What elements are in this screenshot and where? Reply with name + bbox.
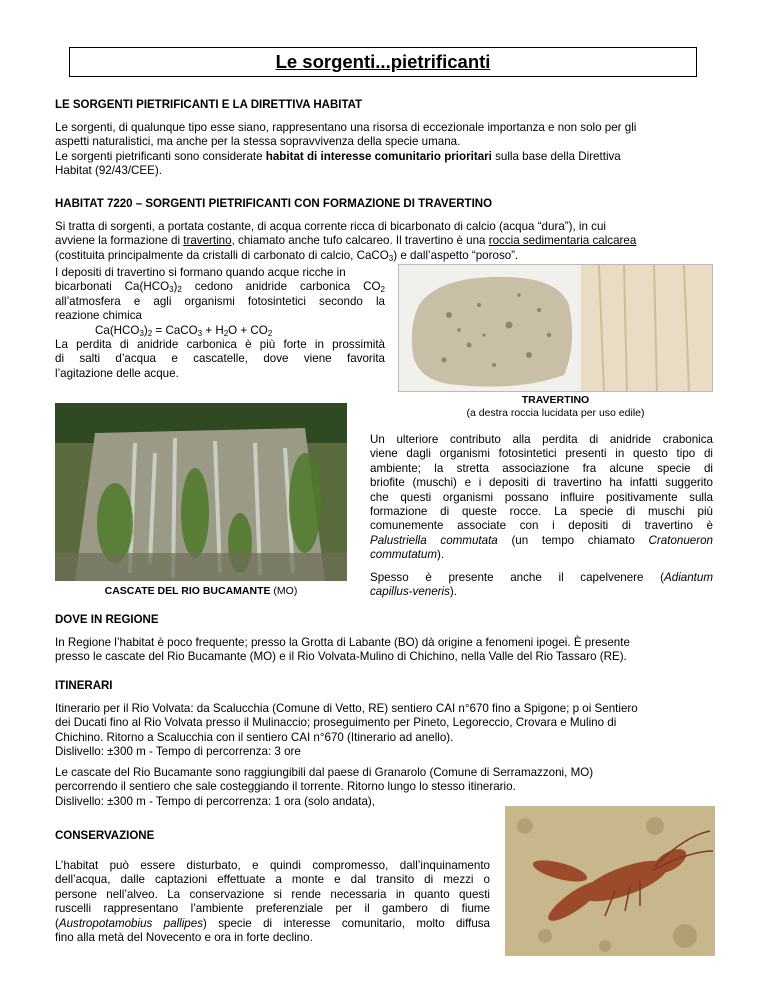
text-run: = CaCO <box>152 323 198 337</box>
text-run: + H <box>202 323 224 337</box>
caption-subtitle: (a destra roccia lucidata per uso edile) <box>466 407 645 419</box>
adiantum-text <box>370 571 713 600</box>
subscript: 2 <box>177 285 182 295</box>
text-run: ) <box>173 280 178 294</box>
text-run: avviene la formazione di <box>55 234 184 248</box>
species-name: Austropotamobius pallipes <box>58 916 203 930</box>
text-run: ) <box>143 323 148 337</box>
text-line: In Regione l’habitat è poco frequente; presso la Grotta di Labante (BO) dà origine a fenomeni ipogei. È presente <box>55 636 630 649</box>
caption-title: TRAVERTINO <box>521 394 590 406</box>
text-line: l’agitazione delle acque. <box>55 366 179 380</box>
subscript: 2 <box>223 328 229 338</box>
text-bold: habitat di interesse comunitario prioritari <box>265 149 492 163</box>
section-text-conservazione <box>55 859 490 945</box>
text-run: Le sorgenti pietrificanti sono considerate <box>55 149 266 163</box>
text-run: Ca(HCO <box>95 323 140 337</box>
text-line <box>55 917 490 931</box>
subscript: 2 <box>267 328 273 338</box>
text-line <box>370 534 713 548</box>
text-line: percorrendo il sentiero che sale costeggiando il torrente. Ritorno lungo lo stesso itinerario. <box>55 780 516 794</box>
text-line: viene dagli organismi fotosintetici presenti in questo tipo di <box>370 447 713 461</box>
text-line: formazione di queste rocce. La specie di muschi più <box>370 505 713 519</box>
section-text-habitat-intro <box>55 220 715 263</box>
text-line: che questi organismi possano influire positivamente sulla <box>370 490 713 504</box>
text-line: I depositi di travertino si formano quando acque ricche in <box>55 266 346 279</box>
moss-text <box>370 433 713 563</box>
section-heading-direttiva: LE SORGENTI PIETRIFICANTI E LA DIRETTIVA HABITAT <box>55 99 363 111</box>
text-line: L’habitat può essere disturbato, e quindi compromesso, dall’inquinamento <box>55 859 490 872</box>
text-line: ambiente; la stretta associazione fra alcune specie di <box>370 461 713 475</box>
text-run: sulla base della Direttiva <box>491 149 621 163</box>
text-run: ). <box>449 585 457 599</box>
section-text-bucamante <box>55 766 735 809</box>
section-heading-conservazione: CONSERVAZIONE <box>55 830 155 842</box>
text-line: briofite (muschi) e i depositi di travertino ha infatti suggerito <box>370 476 713 490</box>
text-line <box>370 585 713 599</box>
section-heading-habitat-7220: HABITAT 7220 – SORGENTI PIETRIFICANTI CON FORMAZIONE DI TRAVERTINO <box>55 198 493 210</box>
deposit-text <box>55 266 385 381</box>
species-name: commutatum <box>370 548 438 562</box>
section-text-itinerari <box>55 702 735 760</box>
text-run: ( <box>55 916 59 930</box>
link-travertino: travertino <box>183 234 232 248</box>
text-run: bicarbonati Ca(HCO <box>55 280 170 294</box>
travertino-photo <box>398 264 713 392</box>
subscript: 3 <box>388 253 394 263</box>
text-line: Si tratta di sorgenti, a portata costante, di acqua corrente ricca di bicarbonato di calcio (acqua “dura”), in cui <box>55 220 606 233</box>
cascate-photo <box>55 403 347 581</box>
text-line: La perdita di anidride carbonica è più forte in prossimità <box>55 338 385 352</box>
text-line: ruscelli rappresentano l’ambiente preferenziale per il gambero di fiume <box>55 902 490 916</box>
text-line: fino alla metà del Novecento e ora in forte declino. <box>55 931 313 945</box>
gambero-image <box>505 806 715 956</box>
species-name: Adiantum <box>664 571 713 584</box>
gambero-photo <box>505 806 715 956</box>
page-title: Le sorgenti...pietrificanti <box>275 51 491 72</box>
travertino-caption <box>398 394 713 420</box>
text-line <box>55 234 715 248</box>
species-name: Palustriella commutata <box>370 533 498 547</box>
text-run: ) e dall’aspetto “poroso”. <box>393 248 519 262</box>
text-line: dei Ducati fino al Rio Volvata presso il Mulinaccio; proseguimento per Pineto, Legoreccio, Crovara e Mulino di <box>55 716 617 730</box>
text-run: O + CO <box>228 323 268 337</box>
cascate-caption <box>55 585 347 597</box>
text-line: Itinerario per il Rio Volvata: da Scalucchia (Comune di Vetto, RE) sentiero CAI n°670 fino a Spigone; p oi Sentiero <box>55 702 638 715</box>
text-line: Dislivello: ±300 m - Tempo di percorrenza: 3 ore <box>55 745 301 759</box>
subscript: 2 <box>380 285 385 295</box>
text-line <box>370 548 713 562</box>
text-run: ). <box>437 548 445 562</box>
section-heading-itinerari: ITINERARI <box>55 680 113 692</box>
text-run: (un tempo chiamato <box>497 533 649 547</box>
text-line <box>370 571 713 585</box>
text-line: di salti d’acqua e cascatelle, dove viene favorita <box>55 352 385 366</box>
text-line: Le cascate del Rio Bucamante sono raggiungibili dal paese di Granarolo (Comune di Serramazzoni, MO) <box>55 766 594 779</box>
text-run: (costituita principalmente da cristalli di carbonato di calcio, CaCO <box>55 248 389 262</box>
text-line <box>55 150 715 164</box>
text-line: Dislivello: ±300 m - Tempo di percorrenza: 1 ora (solo andata), <box>55 794 375 808</box>
section-text-direttiva <box>55 121 715 179</box>
text-line: comunemente associate con i depositi di travertino è <box>370 519 713 533</box>
text-line: Le sorgenti, di qualunque tipo esse siano, rappresentano una risorsa di eccezionale importanza e non solo per gli <box>55 121 637 134</box>
travertino-image <box>399 265 713 392</box>
subscript: 3 <box>139 328 144 338</box>
caption-suffix: (MO) <box>270 585 298 597</box>
chemical-equation <box>55 324 385 338</box>
subscript: 2 <box>147 328 153 338</box>
text-line: persone nell’alveo. La conservazione si rende necessaria in quanto questi <box>55 887 490 901</box>
cascate-image <box>55 403 347 581</box>
species-name: Cratonueron <box>648 533 713 547</box>
title-box <box>69 47 697 77</box>
text-line: Un ulteriore contributo alla perdita di anidride crabonica <box>370 433 713 446</box>
text-line: presso le cascate del Rio Bucamante (MO) e il Rio Volvata-Mulino di Chichino, nella Valle del Rio Tassaro (RE). <box>55 650 627 664</box>
text-run: cedono anidride carbonica CO <box>181 280 381 294</box>
text-line <box>55 280 385 294</box>
text-line: aspetti naturalistici, ma anche per la stessa sopravvivenza della specie umana. <box>55 135 461 149</box>
section-heading-dove: DOVE IN REGIONE <box>55 614 159 626</box>
caption-title: CASCATE DEL RIO BUCAMANTE <box>104 585 271 597</box>
species-name: capillus-veneris <box>370 585 450 599</box>
section-text-dove <box>55 636 725 665</box>
text-line: Habitat (92/43/CEE). <box>55 164 162 178</box>
text-line <box>55 249 715 263</box>
text-line: all’atmosfera e agli organismi fotosintetici secondo la <box>55 294 385 308</box>
text-run: ) specie di interesse comunitario, molto diffusa <box>203 916 491 930</box>
link-roccia-sedimentaria: roccia sedimentaria calcarea <box>488 234 637 248</box>
text-run: , chiamato anche tufo calcareo. Il travertino è una <box>231 234 489 248</box>
text-line: dell’acqua, dalle captazioni effettuate a monte e dal transito di mezzi o <box>55 873 490 887</box>
subscript: 3 <box>197 328 203 338</box>
subscript: 3 <box>169 285 174 295</box>
text-run: Spesso è presente anche il capelvenere ( <box>370 571 665 584</box>
text-line: Chichino. Ritorno a Scalucchia con il sentiero CAI n°670 (Itinerario ad anello). <box>55 730 454 744</box>
text-line: reazione chimica <box>55 309 142 323</box>
